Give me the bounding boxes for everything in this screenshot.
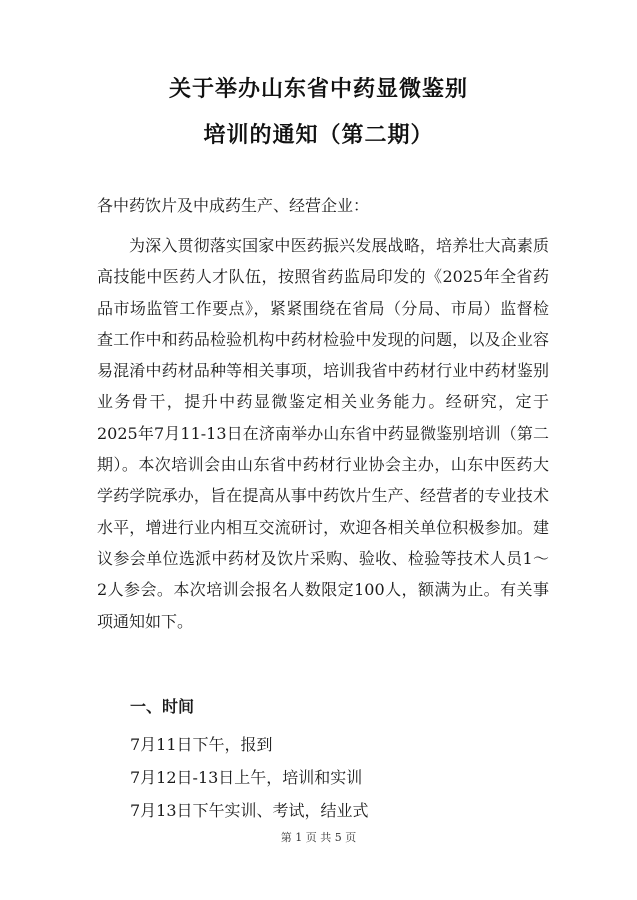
body-text xyxy=(97,230,549,637)
intro-paragraph: 为深入贯彻落实国家中医药振兴发展战略，培养壮大高素质高技能中医药人才队伍，按照省药监局印发的《2025年全省药品市场监管工作要点》，紧紧围绕在省局（分局、市局）监督检查工作中和药品检验机构中药材检验中发现的问题，以及企业容易混淆中药材品种等相关事项，培训我省中药材行业中药材鉴别业务骨干，提升中药显微鉴定相关业务能力。经研究，定于2025年7月11-13日在济南举办山东省中药显微鉴别培训（第二期）。本次培训会由山东省中药材行业协会主办，山东中医药大学药学院承办，旨在提高从事中药饮片生产、经营者的专业技术水平，增进行业内相互交流研讨，欢迎各相关单位积极参加。建议参会单位选派中药材及饮片采购、验收、检验等技术人员1～2人参会。本次培训会报名人数限定100人，额满为止。有关事项通知如下。 xyxy=(97,236,549,631)
schedule-item: 7月13日下午实训、考试，结业式 xyxy=(130,801,369,820)
title-line-1: 关于举办山东省中药显微鉴别 xyxy=(168,77,468,102)
salutation: 各中药饮片及中成药生产、经营企业： xyxy=(97,196,370,215)
page-number-footer: 第 1 页 共 5 页 xyxy=(280,831,357,844)
section-heading-time: 一、时间 xyxy=(130,697,195,716)
schedule-item: 7月11日下午，报到 xyxy=(130,735,273,754)
title-line-2: 培训的通知（第二期） xyxy=(203,123,434,148)
schedule-item: 7月12日-13日上午，培训和实训 xyxy=(130,768,363,787)
